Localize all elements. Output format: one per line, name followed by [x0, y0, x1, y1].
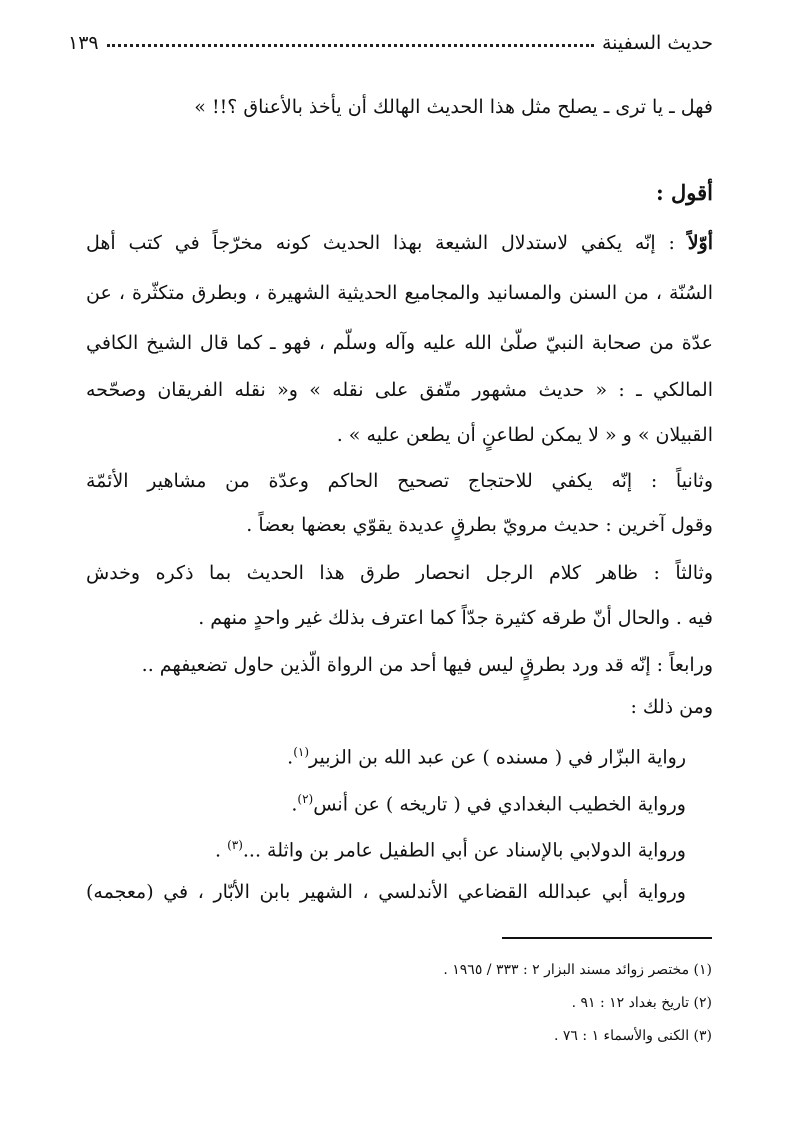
- narration-4: ورواية أبي عبدالله القضاعي الأندلسي ، الشهير بابن الأبّار ، في (معجمه): [86, 881, 686, 903]
- footnote-1: (١) مختصر زوائد مسند البزار ٢ : ٣٣٣ / ١٩٦٥ .: [443, 962, 712, 978]
- paragraph-2-line-2: وقول آخرين : حديث مرويّ بطرقٍ عديدة يقوّي بعضها بعضاً .: [246, 514, 713, 536]
- header-dot-leader: [107, 44, 594, 47]
- footnote-ref-2: (٢): [297, 792, 314, 806]
- paragraph-1-line-5: القبيلان » و « لا يمكن لطاعنٍ أن يطعن عليه » .: [336, 424, 713, 446]
- paragraph-1-line-1-text: : إنّه يكفي لاستدلال الشيعة بهذا الحديث كونه مخرّجاً في كتب أهل: [86, 232, 688, 254]
- footnote-2: (٢) تاريخ بغداد ١٢ : ٩١ .: [571, 995, 712, 1011]
- paragraph-4-line-2: ومن ذلك :: [630, 696, 713, 718]
- paragraph-1-lead: أوّلاً: [687, 232, 713, 254]
- intro-line: فهل ـ يا ترى ـ يصلح مثل هذا الحديث الهالك أن يأخذ بالأعناق ؟!! »: [194, 96, 713, 118]
- paragraph-4-line-1: ورابعاً : إنّه قد ورد بطرقٍ ليس فيها أحد من الرواة الّذين حاول تضعيفهم ..: [141, 654, 713, 676]
- paragraph-1-line-1: [86, 228, 713, 258]
- paragraph-1-line-3: عدّة من صحابة النبيّ صلّىٰ الله عليه وآله وسلّم ، فهو ـ كما قال الشيخ الكافي: [86, 332, 713, 354]
- narration-1: رواية البزّار في ( مسنده ) عن عبد الله بن الزبير$^{(١)}$.: [287, 745, 686, 769]
- paragraph-3-line-2: فيه . والحال أنّ طرقه كثيرة جدّاً كما اعترف بذلك غير واحدٍ منهم .: [198, 607, 713, 629]
- footnote-ref-3: (٣): [227, 838, 243, 852]
- running-header: [68, 30, 713, 56]
- paragraph-1-line-4: المالكي ـ : « حديث مشهور متّفق على نقله » و« نقله الفريقان وصحّحه: [86, 379, 713, 401]
- paragraph-3-line-1: وثالثاً : ظاهر كلام الرجل انحصار طرق هذا الحديث بما ذكره وخدش: [86, 562, 713, 584]
- footnote-3: (٣) الكنى والأسماء ١ : ٧٦ .: [553, 1028, 712, 1044]
- narration-2: ورواية الخطيب البغدادي في ( تاريخه ) عن أنس$^{(٢)}$.: [291, 792, 686, 816]
- section-heading: أقول :: [655, 180, 713, 205]
- page-number: ١٣٩: [68, 32, 99, 54]
- narration-3: ورواية الدولابي بالإسناد عن أبي الطفيل عامر بن واثلة ...$^{(٣)}$ .: [214, 838, 686, 862]
- header-title: حديث السفينة: [602, 32, 713, 54]
- narration-3-text: ورواية الدولابي بالإسناد عن أبي الطفيل عامر بن واثلة ...: [242, 839, 686, 862]
- footnote-ref-1: (١): [293, 745, 310, 759]
- narration-1-text: رواية البزّار في ( مسنده ) عن عبد الله بن الزبير: [309, 746, 686, 769]
- paragraph-1-line-2: السُنّة ، من السنن والمسانيد والمجاميع الحديثية الشهيرة ، وبطرق متكثّرة ، عن: [86, 282, 713, 304]
- narration-2-text: ورواية الخطيب البغدادي في ( تاريخه ) عن أنس: [313, 793, 686, 816]
- footnote-separator: [502, 937, 712, 939]
- paragraph-2-line-1: وثانياً : إنّه يكفي للاحتجاج تصحيح الحاكم وعدّة من مشاهير الأئمّة: [86, 470, 713, 492]
